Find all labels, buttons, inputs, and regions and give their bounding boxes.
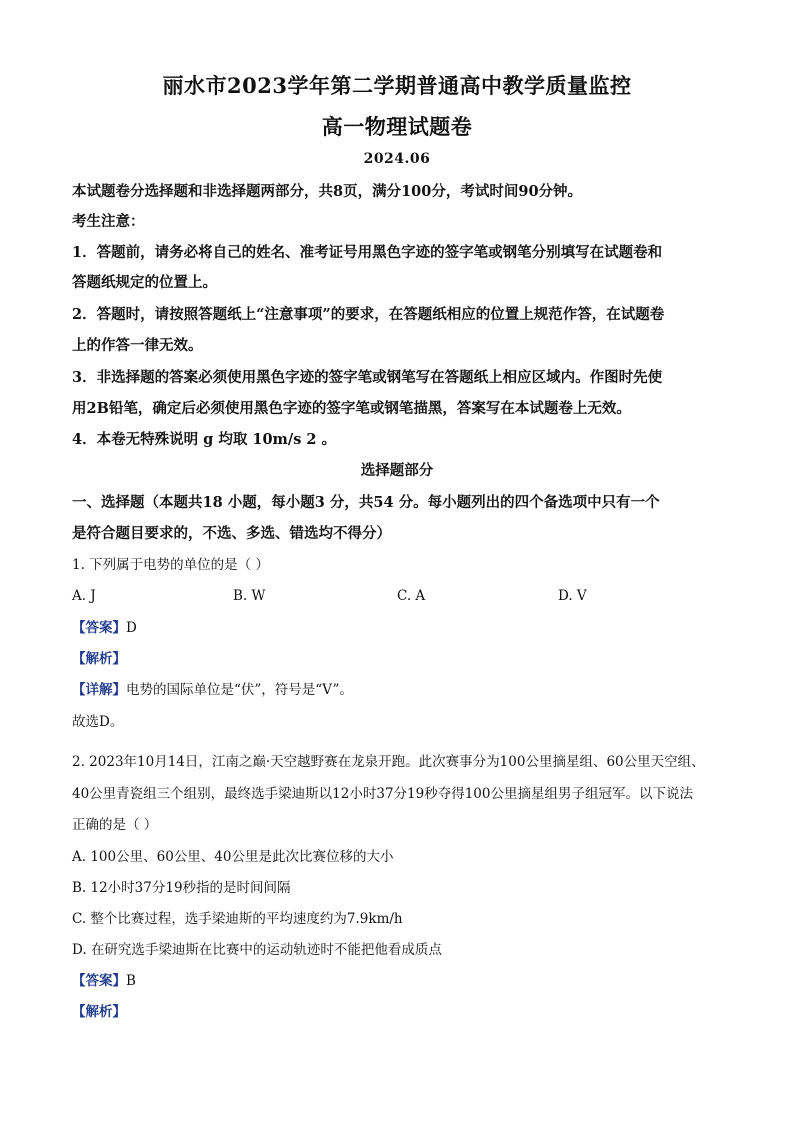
notice-item-3-line-1: 3．非选择题的答案必须使用黑色字迹的签字笔或钢笔写在答题纸上相应区域内。作图时先使 [72,369,663,386]
q2-option-a: A. 100公里、60公里、40公里是此次比赛位移的大小 [72,849,394,865]
q2-analysis-label: 【解析】 [72,1004,126,1020]
notice-item-2-line-1: 2．答题时，请按照答题纸上“注意事项”的要求，在答题纸相应的位置上规范作答，在试题卷 [72,306,665,323]
q1-detail [72,680,353,700]
q1-detail-text: 电势的国际单位是“伏”，符号是“V”。 [126,682,353,698]
q2-option-b: B. 12小时37分19秒指的是时间间隔 [72,880,291,896]
q1-answer-label: 【答案】 [72,620,126,636]
q2-answer-label: 【答案】 [72,973,126,989]
q1-option-b: B. W [233,588,266,604]
part1-instruction-line-2: 是符合题目要求的，不选、多选、错选均不得分） [72,525,391,542]
q1-option-a: A. J [72,588,96,604]
q1-answer-value: D [126,620,137,636]
q1-analysis-label: 【解析】 [72,651,126,667]
notice-item-3-line-2: 用2B铅笔，确定后必须使用黑色字迹的签字笔或钢笔描黑，答案写在本试题卷上无效。 [72,400,631,417]
notice-heading: 考生注意： [72,213,145,230]
q1-conclusion: 故选D。 [72,714,124,730]
notice-item-1-line-1: 1．答题前，请务必将自己的姓名、准考证号用黑色字迹的签字笔或钢笔分别填写在试题卷和 [72,244,663,261]
q1-stem: 1. 下列属于电势的单位的是（ ） [72,557,269,573]
exam-subtitle: 高一物理试题卷 [321,114,473,139]
q2-stem-line-3: 正确的是（ ） [72,817,158,833]
q2-stem-line-1: 2. 2023年10月14日，江南之巅·天空越野赛在龙泉开跑。此次赛事分为100公里摘星组、60公里天空组、 [72,754,705,770]
exam-date: 2024.06 [363,151,431,167]
q2-stem-line-2: 40公里青瓷组三个组别，最终选手梁迪斯以12小时37分19秒夺得100公里摘星组男子组冠军。以下说法 [72,786,693,802]
q2-answer [72,971,136,991]
exam-title: 丽水市2023学年第二学期普通高中教学质量监控 [162,73,632,98]
section-heading: 选择题部分 [360,462,434,479]
q1-option-c: C. A [397,588,426,604]
intro-text: 本试题卷分选择题和非选择题两部分，共8页，满分100分，考试时间90分钟。 [72,183,583,200]
q2-option-d: D. 在研究选手梁迪斯在比赛中的运动轨迹时不能把他看成质点 [72,942,442,958]
q2-answer-value: B [126,973,136,989]
notice-item-4: 4．本卷无特殊说明 g 均取 10m/s 2 。 [72,431,337,448]
notice-item-1-line-2: 答题纸规定的位置上。 [72,274,217,291]
notice-item-2-line-2: 上的作答一律无效。 [72,337,203,354]
q2-analysis [72,1002,126,1022]
q1-analysis [72,649,126,669]
q1-answer [72,618,137,638]
part1-instruction-line-1: 一、选择题（本题共18 小题，每小题3 分，共54 分。每小题列出的四个备选项中只有一个 [72,494,660,511]
q1-option-d: D. V [558,588,587,604]
q1-detail-label: 【详解】 [72,682,126,698]
q2-option-c: C. 整个比赛过程，选手梁迪斯的平均速度约为7.9km/h [72,911,403,927]
